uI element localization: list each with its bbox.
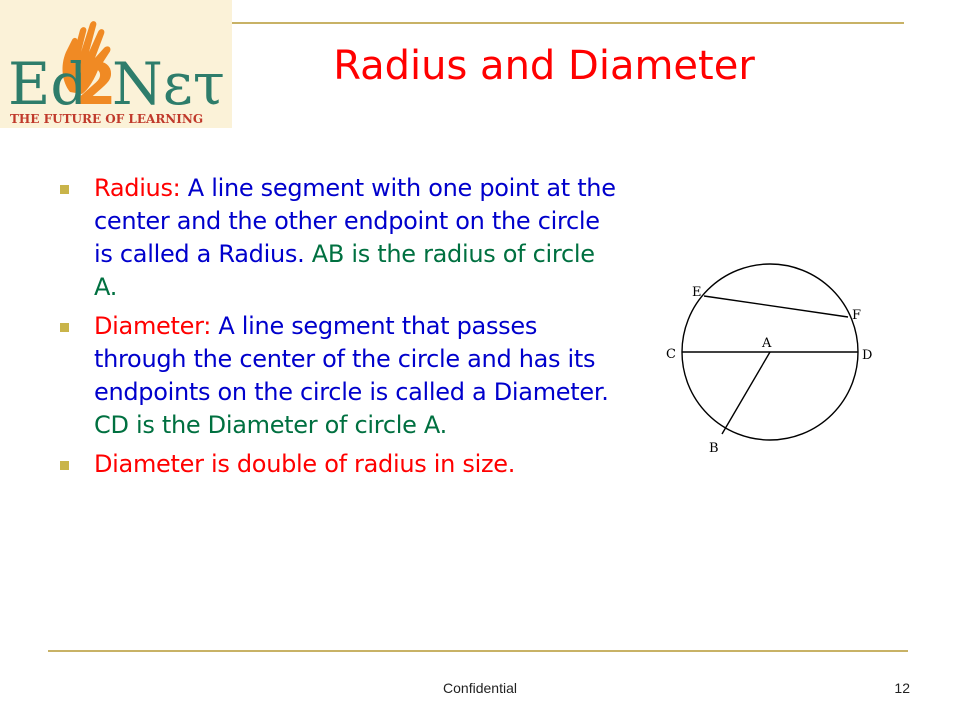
radius-term: Radius: <box>94 174 188 202</box>
radius-definition: A line segment with one point at the center and the other endpoint on the circle is called a Radius. <box>94 174 616 268</box>
bullet-relation <box>56 448 616 481</box>
ed2net-logo <box>0 0 232 128</box>
label-f: F <box>852 308 862 323</box>
bullet-radius <box>56 172 616 304</box>
slide-number: 12 <box>894 680 910 696</box>
bottom-divider <box>48 650 908 652</box>
logo-net: Nετ <box>112 50 225 118</box>
top-divider <box>232 22 904 24</box>
label-d: D <box>862 348 873 363</box>
diameter-example: CD is the Diameter of circle A. <box>94 411 447 439</box>
radius-line-ab <box>722 352 770 434</box>
slide-title: Radius and Diameter <box>333 43 755 89</box>
bullet-diameter <box>56 310 616 442</box>
label-b: B <box>709 441 719 456</box>
chord-ef <box>704 296 848 317</box>
bullet-list <box>56 172 616 487</box>
logo-wordmark: Ed <box>8 50 88 118</box>
logo-two: 2 <box>76 50 117 118</box>
circle-diagram <box>652 262 882 462</box>
footer-confidential: Confidential <box>443 680 517 696</box>
diameter-term: Diameter: <box>94 312 219 340</box>
diameter-definition: A line segment that passes through the center of the circle and has its endpoints on the circle is called a Diameter. <box>94 312 609 406</box>
label-a: A <box>762 336 772 351</box>
bullet-marker <box>60 461 69 470</box>
label-c: C <box>666 347 676 362</box>
bullet-marker <box>60 185 69 194</box>
label-e: E <box>692 285 702 300</box>
logo-graphic <box>0 0 232 128</box>
relation-text: Diameter is double of radius in size. <box>94 450 516 478</box>
bullet-marker <box>60 323 69 332</box>
logo-tagline: THE FUTURE OF LEARNING <box>10 112 204 126</box>
radius-example: AB is the radius of circle A. <box>94 240 595 301</box>
